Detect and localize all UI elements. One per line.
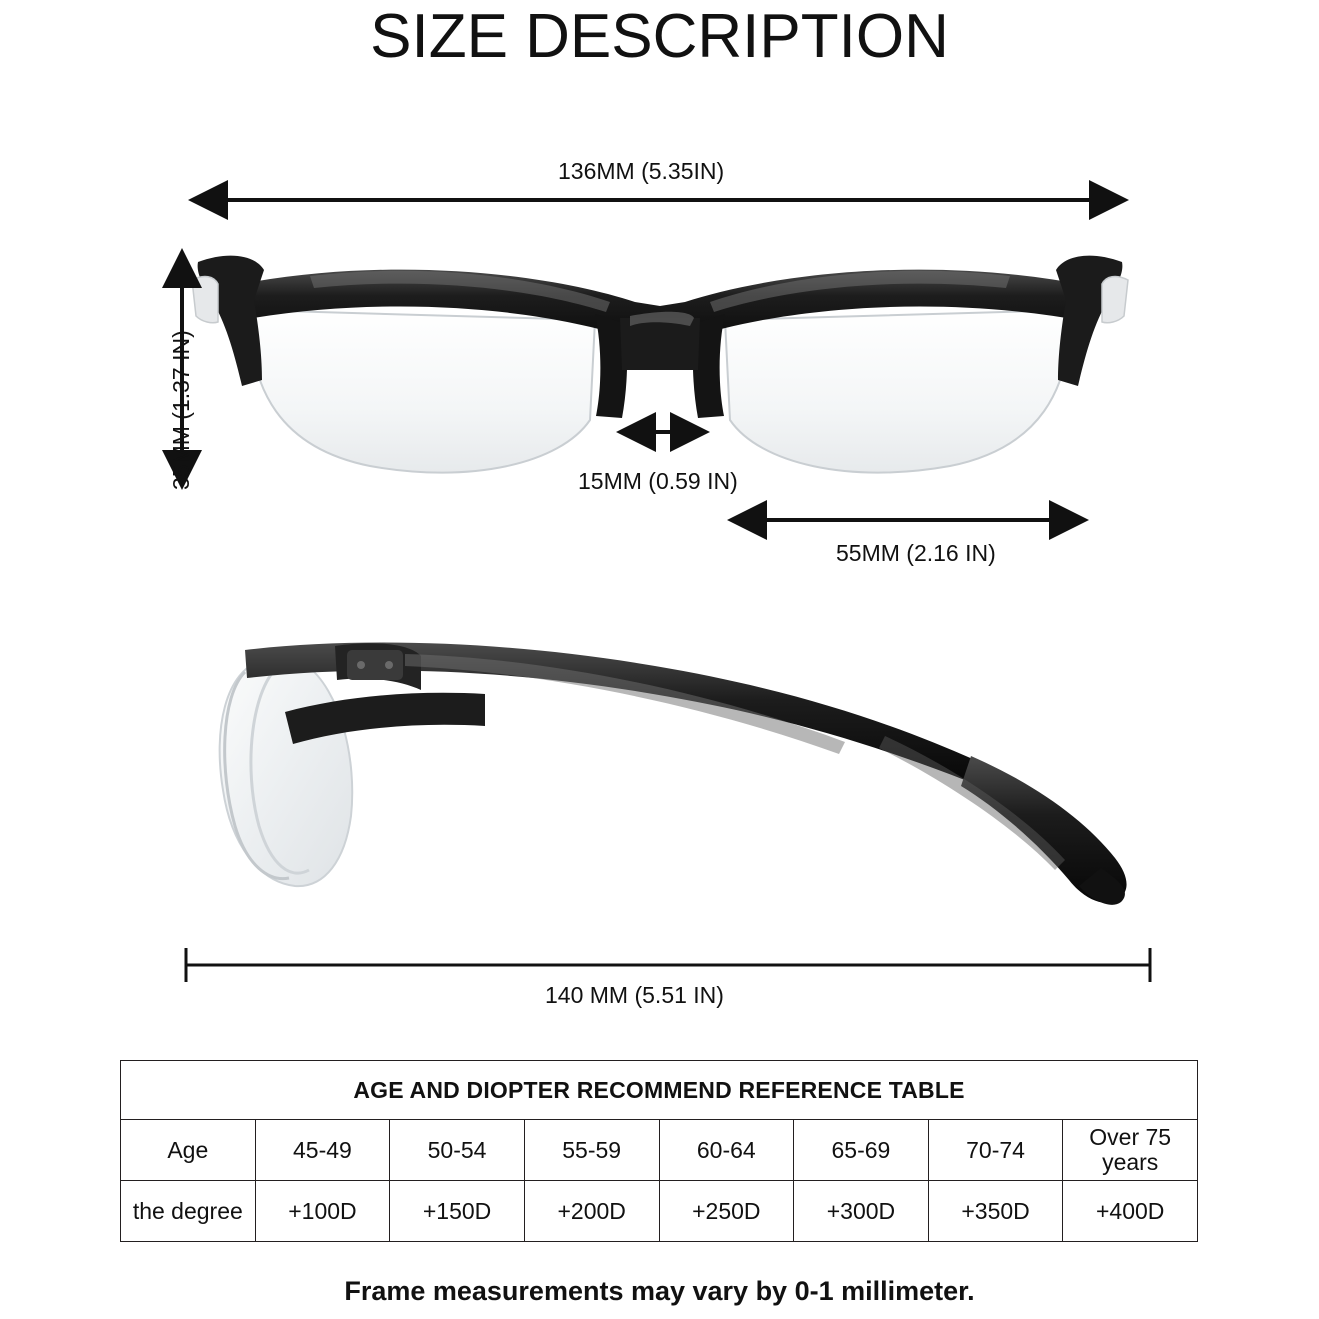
cell-age-6: 70-74 — [928, 1120, 1063, 1181]
table-row — [121, 1120, 1198, 1181]
cell-age-7: Over 75 years — [1063, 1120, 1198, 1181]
label-lens-height: 35MM (1.37 IN) — [168, 330, 194, 490]
reference-table-container — [120, 1060, 1198, 1242]
cell-degree-4: +250D — [659, 1181, 794, 1242]
label-lens-width: 55MM (2.16 IN) — [836, 540, 996, 566]
glasses-front-view — [190, 240, 1130, 500]
label-temple-length: 140 MM (5.51 IN) — [545, 982, 724, 1008]
table-title-cell: AGE AND DIOPTER RECOMMEND REFERENCE TABLE — [121, 1061, 1198, 1120]
page-title: SIZE DESCRIPTION — [370, 2, 949, 71]
cell-degree-3: +200D — [524, 1181, 659, 1242]
cell-degree-2: +150D — [390, 1181, 525, 1242]
cell-age-5: 65-69 — [794, 1120, 929, 1181]
cell-degree-7: +400D — [1063, 1181, 1198, 1242]
cell-age-4: 60-64 — [659, 1120, 794, 1181]
cell-age-1: 45-49 — [255, 1120, 390, 1181]
age-diopter-table — [120, 1060, 1198, 1242]
cell-degree-1: +100D — [255, 1181, 390, 1242]
label-bridge-width: 15MM (0.59 IN) — [578, 468, 738, 494]
cell-degree-6: +350D — [928, 1181, 1063, 1242]
label-total-width: 136MM (5.35IN) — [558, 158, 725, 184]
row-label-degree: the degree — [121, 1181, 256, 1242]
footnote-text: Frame measurements may vary by 0-1 millimeter. — [344, 1276, 975, 1306]
cell-age-3: 55-59 — [524, 1120, 659, 1181]
table-header-row — [121, 1061, 1198, 1120]
cell-degree-5: +300D — [794, 1181, 929, 1242]
table-row — [121, 1181, 1198, 1242]
glasses-side-view — [185, 620, 1150, 950]
cell-age-2: 50-54 — [390, 1120, 525, 1181]
row-label-age: Age — [121, 1120, 256, 1181]
